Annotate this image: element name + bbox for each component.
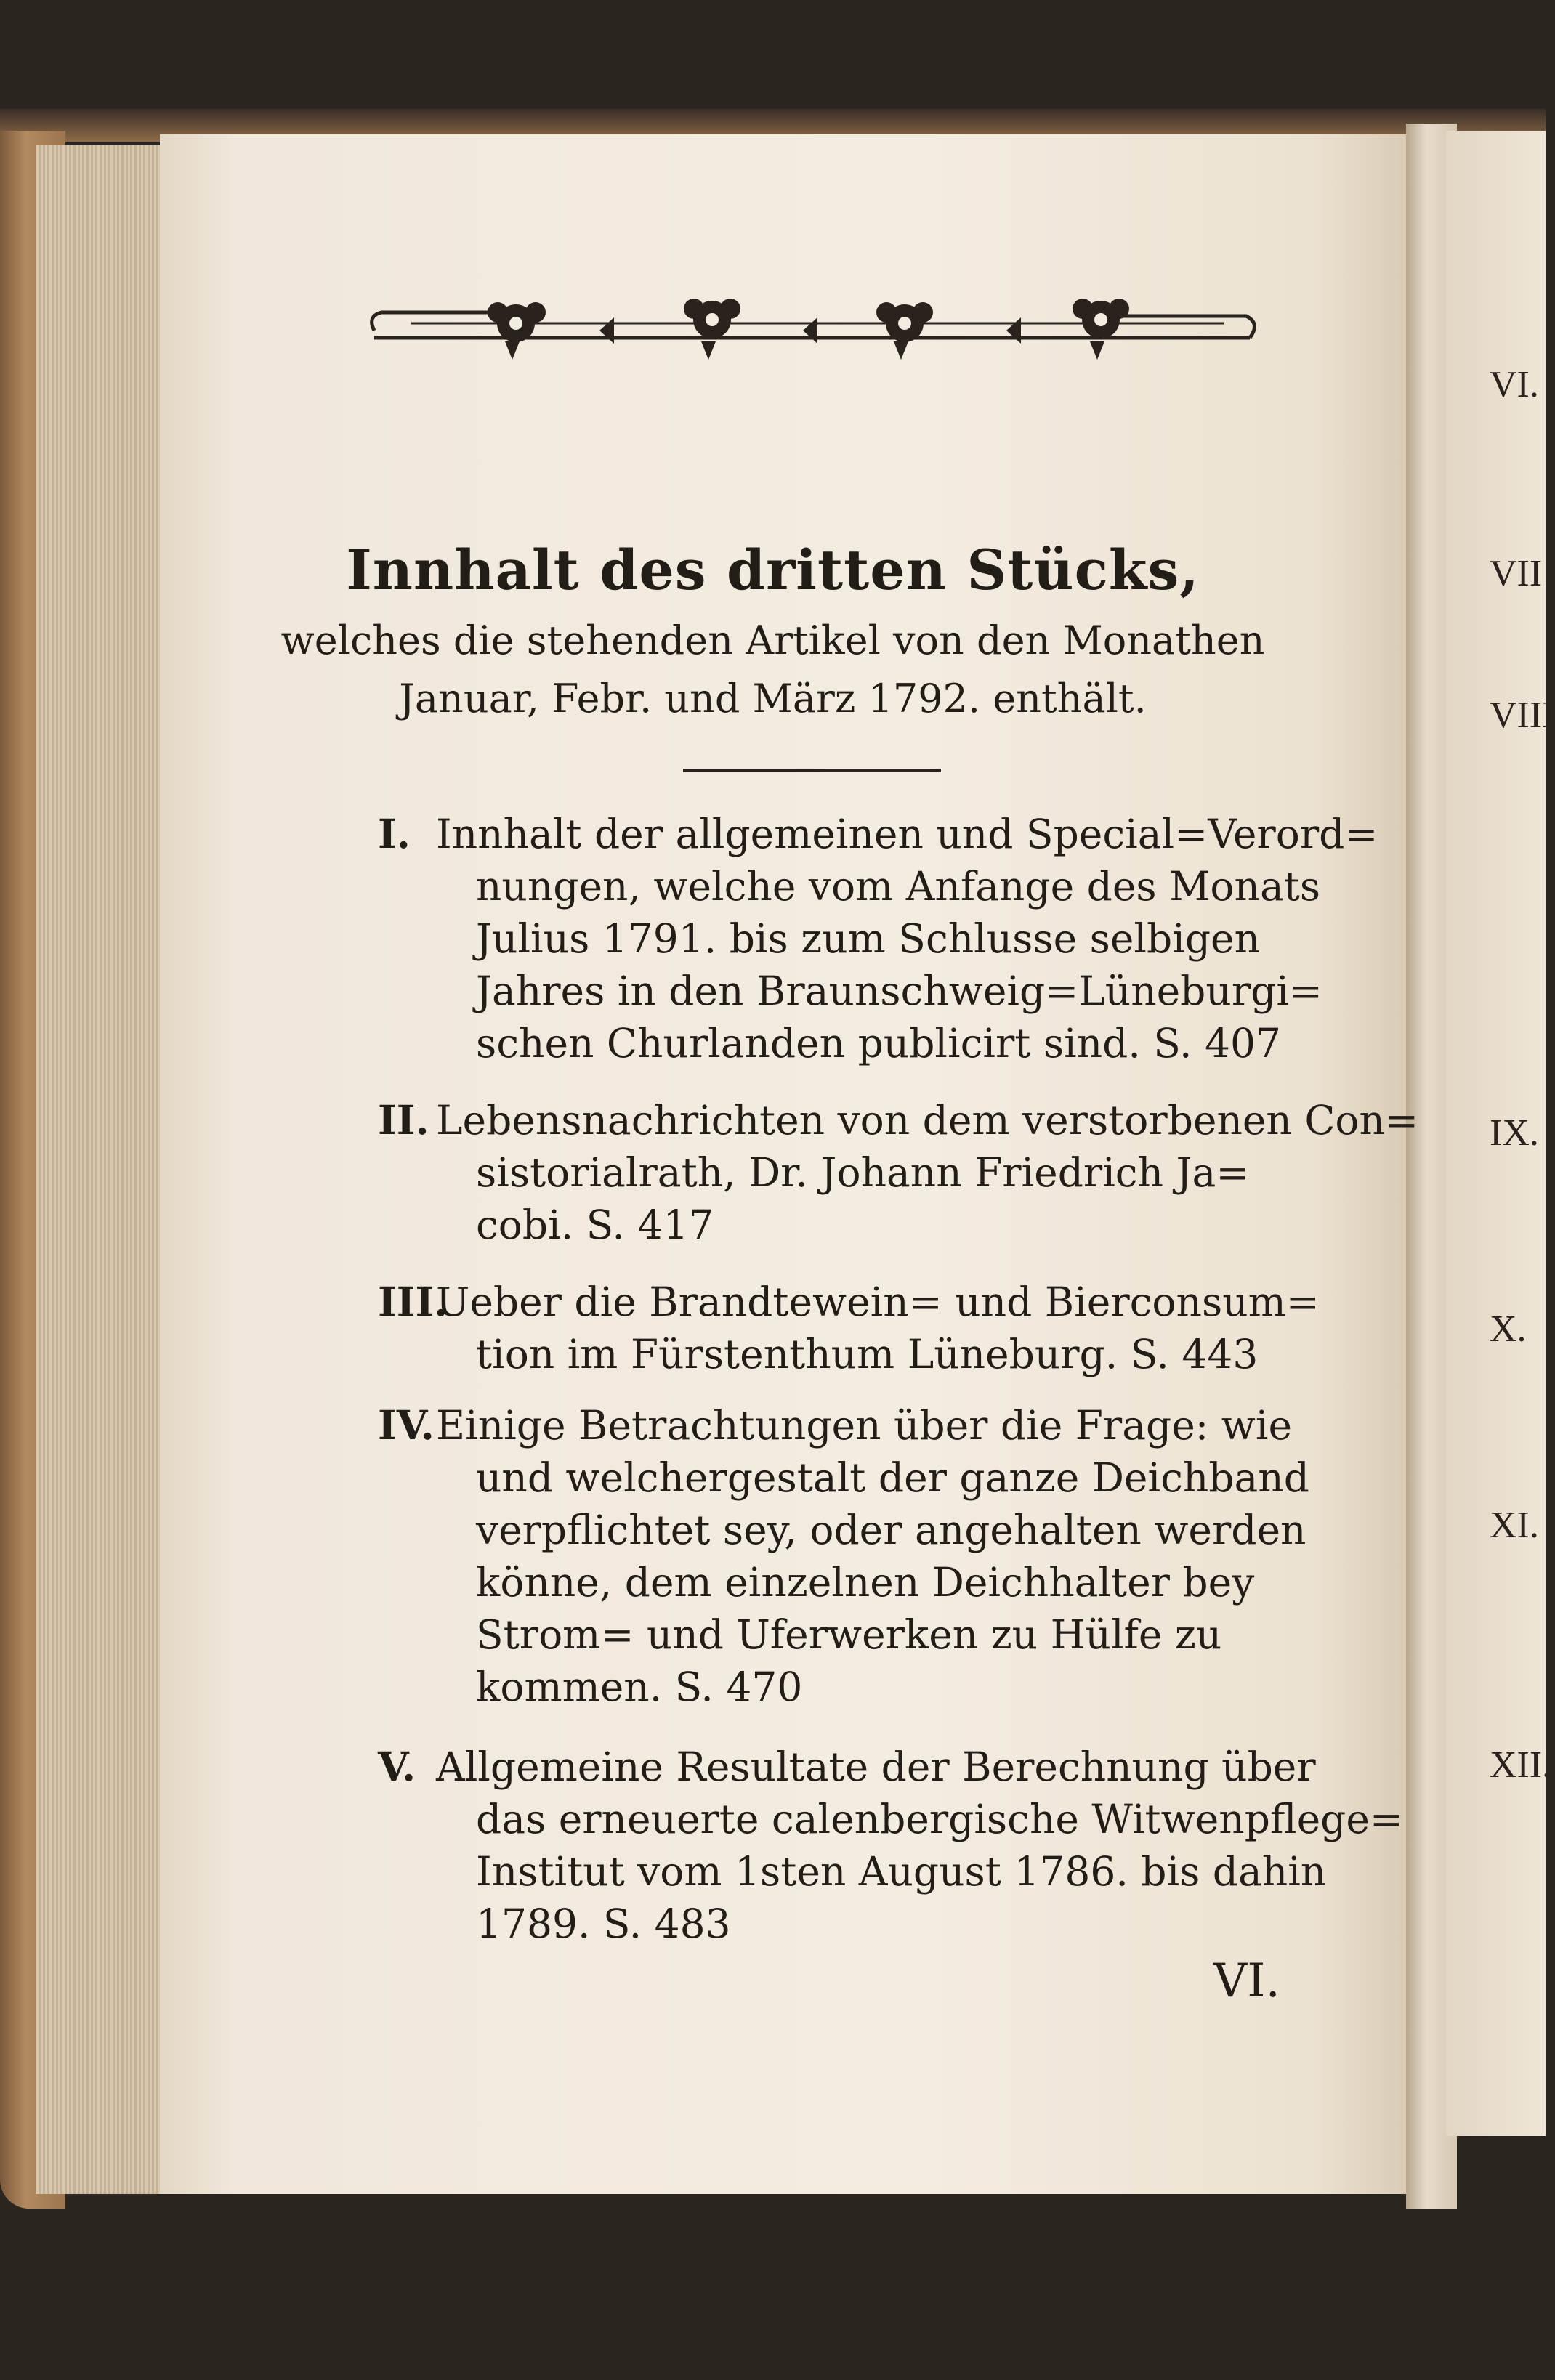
entry-line: Strom= und Uferwerken zu Hülfe zu bbox=[476, 1611, 1222, 1658]
entry-line: Allgemeine Resultate der Berechnung über bbox=[436, 1744, 1316, 1790]
entry-line: Einige Betrachtungen über die Frage: wie bbox=[436, 1402, 1292, 1449]
right-index-numeral: VIII bbox=[1490, 695, 1555, 736]
entry-line: tion im Fürstenthum Lüneburg. S. 443 bbox=[476, 1331, 1259, 1377]
entry-line: Ueber die Brandtewein= und Bierconsum= bbox=[436, 1279, 1320, 1325]
entry-line: kommen. S. 470 bbox=[476, 1664, 803, 1710]
entry-line: 1789. S. 483 bbox=[476, 1901, 731, 1947]
entry-line: Jahres in den Braunschweig=Lüneburgi= bbox=[476, 968, 1322, 1014]
page-subtitle-line-1: welches die stehenden Artikel von den Monathen bbox=[280, 618, 1265, 663]
entry-line: cobi. S. 417 bbox=[476, 1202, 714, 1248]
entry-line: Lebensnachrichten von dem verstorbenen Con= bbox=[436, 1097, 1419, 1144]
right-index-numeral: X. bbox=[1490, 1308, 1527, 1350]
right-index-numeral: XII. bbox=[1490, 1744, 1552, 1786]
title-divider bbox=[683, 769, 941, 772]
entry-line: könne, dem einzelnen Deichhalter bey bbox=[476, 1559, 1255, 1606]
entry-line: sistorialrath, Dr. Johann Friedrich Ja= bbox=[476, 1149, 1250, 1196]
entry-line: Innhalt der allgemeinen und Special=Verord= bbox=[436, 811, 1378, 857]
right-index-numeral: VI. bbox=[1490, 364, 1539, 405]
page-subtitle-line-2: Januar, Febr. und März 1792. enthält. bbox=[399, 676, 1147, 721]
page-title: Innhalt des dritten Stücks, bbox=[346, 538, 1200, 602]
entry-line: und welchergestalt der ganze Deichband bbox=[476, 1454, 1309, 1501]
entry-numeral: IV. bbox=[378, 1401, 435, 1449]
entry-numeral: I. bbox=[378, 810, 411, 857]
right-index-numeral: IX. bbox=[1490, 1112, 1539, 1154]
entry-line: nungen, welche vom Anfange des Monats bbox=[476, 863, 1321, 910]
entry-line: verpflichtet sey, oder angehalten werden bbox=[476, 1507, 1306, 1553]
entry-numeral: V. bbox=[378, 1743, 416, 1790]
page-stack-edge bbox=[36, 145, 167, 2194]
right-index-numeral: VII bbox=[1490, 553, 1543, 594]
floral-ornament bbox=[367, 280, 1261, 367]
catchword: VI. bbox=[1213, 1954, 1280, 2008]
entry-line: das erneuerte calenbergische Witwenpflege= bbox=[476, 1796, 1403, 1842]
right-index-numeral: XI. bbox=[1490, 1505, 1539, 1546]
entry-line: schen Churlanden publicirt sind. S. 407 bbox=[476, 1020, 1281, 1066]
entry-line: Julius 1791. bis zum Schlusse selbigen bbox=[476, 915, 1260, 962]
entry-numeral: III. bbox=[378, 1278, 448, 1325]
entry-numeral: II. bbox=[378, 1096, 429, 1144]
entry-line: Institut vom 1sten August 1786. bis dahin bbox=[476, 1848, 1327, 1895]
